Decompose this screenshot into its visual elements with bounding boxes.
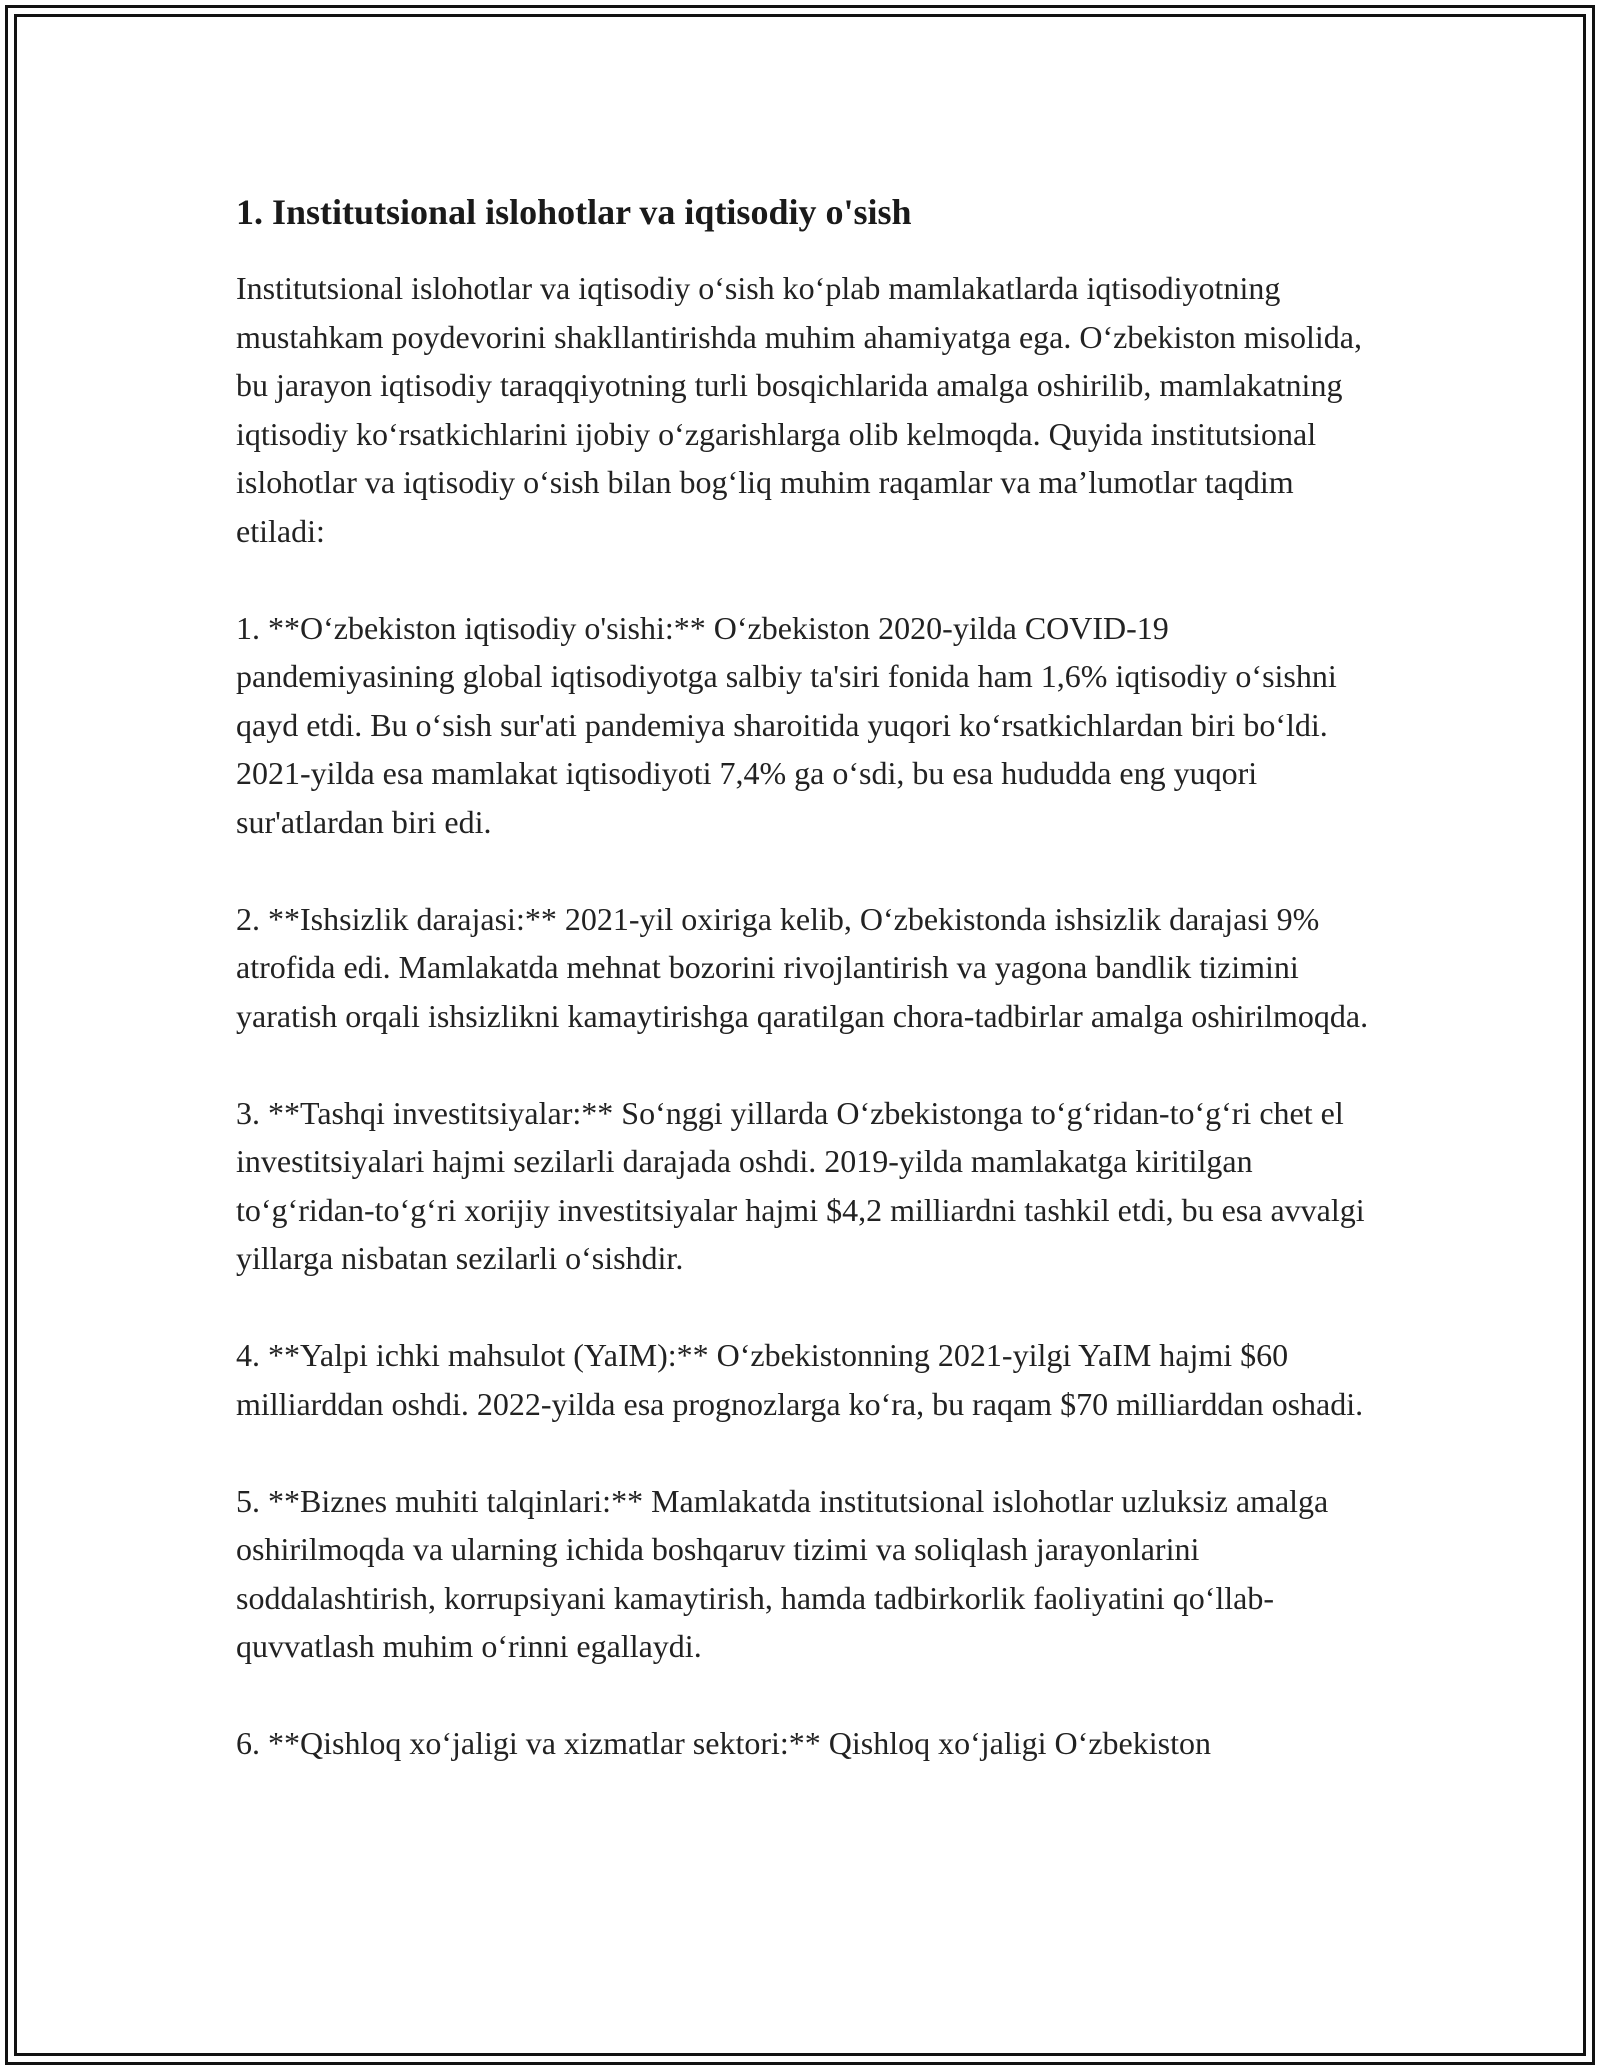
list-item-business-environment: 5. **Biznes muhiti talqinlari:** Mamlakatda institutsional islohotlar uzluksiz amalga oshirilmoqda va ularning ichida boshqaruv tizimi va soliqlash jarayonlarini soddalashtirish, korrupsiyani kamaytirish, hamda tadbirkorlik faoliyatini qo‘llab-quvvatlash muhim o‘rinni egallaydi. [236, 1482, 1329, 1664]
intro-paragraph: Institutsional islohotlar va iqtisodiy o‘sish ko‘plab mamlakatlarda iqtisodiyotning mustahkam poydevorini shakllantirishda muhim ahamiyatga ega. O‘zbekiston misolida, bu jarayon iqtisodiy taraqqiyotning turli bosqichlarida amalga oshirilib, mamlakatning iqtisodiy ko‘rsatkichlarini ijobiy o‘zgarishlarga olib kelmoqda. Quyida institutsional islohotlar va iqtisodiy o‘sish bilan bog‘liq muhim raqamlar va ma’lumotlar taqdim etiladi: [236, 270, 1362, 549]
list-item-economic-growth: 1. **O‘zbekiston iqtisodiy o'sishi:** O‘zbekiston 2020-yilda COVID-19 pandemiyasining global iqtisodiyotga salbiy ta'siri fonida ham 1,6% iqtisodiy o‘sishni qayd etdi. Bu o‘sish sur'ati pandemiya sharoitida yuqori ko‘rsatkichlardan biri bo‘ldi. 2021-yilda esa mamlakat iqtisodiyoti 7,4% ga o‘sdi, bu esa hududda eng yuqori sur'atlardan biri edi. [236, 609, 1337, 840]
document-body [236, 188, 1376, 1768]
list-item-foreign-investment: 3. **Tashqi investitsiyalar:** So‘nggi yillarda O‘zbekistonga to‘g‘ridan-to‘g‘ri chet el investitsiyalari hajmi sezilarli darajada oshdi. 2019-yilda mamlakatga kiritilgan to‘g‘ridan-to‘g‘ri xorijiy investitsiyalar hajmi $4,2 milliardni tashkil etdi, bu esa avvalgi yillarga nisbatan sezilarli o‘sishdir. [236, 1094, 1365, 1276]
list-item-agriculture-services: 6. **Qishloq xo‘jaligi va xizmatlar sektori:** Qishloq xo‘jaligi O‘zbekiston [236, 1725, 1211, 1761]
section-heading: 1. Institutsional islohotlar va iqtisodiy o'sish [236, 192, 912, 232]
list-item-unemployment: 2. **Ishsizlik darajasi:** 2021-yil oxiriga kelib, O‘zbekistonda ishsizlik darajasi 9% atrofida edi. Mamlakatda mehnat bozorini rivojlantirish va yagona bandlik tizimini yaratish orqali ishsizlikni kamaytirishga qaratilgan chora-tadbirlar amalga oshirilmoqda. [236, 900, 1369, 1034]
list-item-gdp: 4. **Yalpi ichki mahsulot (YaIM):** O‘zbekistonning 2021-yilgi YaIM hajmi $60 milliarddan oshdi. 2022-yilda esa prognozlarga ko‘ra, bu raqam $70 milliarddan oshadi. [236, 1337, 1364, 1422]
